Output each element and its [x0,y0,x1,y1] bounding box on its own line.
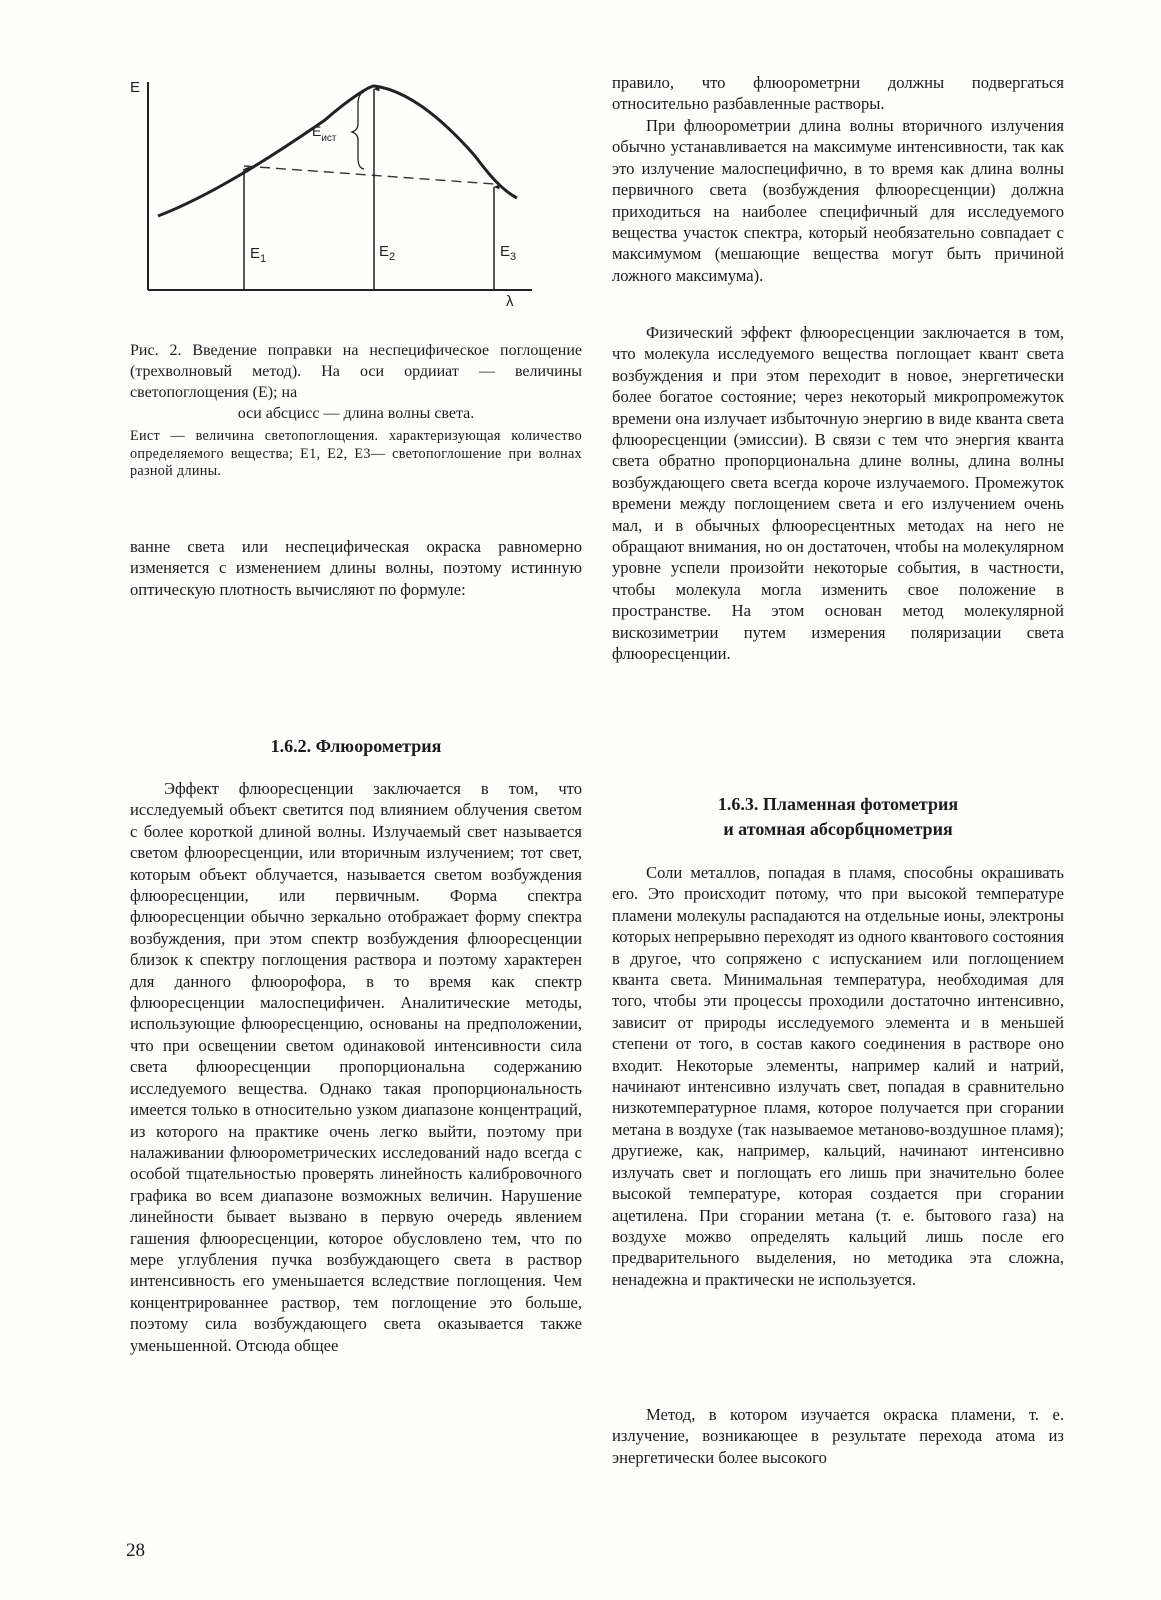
heading-flame-line-2: и атомная абсорбцнометрия [723,819,953,839]
absorption-curve [158,86,517,216]
figure-caption-legend: Еист — величина светопоглощения. характеризующая количество определяемого вещества; Е1, Е2, Е3— светопоглошение при волнах разной длины. [130,428,582,479]
absorption-figure [130,72,582,322]
paragraph-physical-effect: Физический эффект флюоресценции заключается в том, что молекула исследуемого вещества поглощает квант света возбуждения и при этом переходит в новое, энергетически более богатое состояние; через некоторый микропромежуток времени она излучает избыточную энергию в виде кванта света флюоресценции (эмиссии). В связи с тем что энергия кванта света обратно пропорциональна длине волны, длина волны возбуждающего света всегда короче излучаемого. Промежуток времени между поглощением света и его излучением очень мал, и в обычных флюоресцентных методах на него не обращают внимания, но он достаточен, чтобы на молекулярном уровне успели произойти некоторые события, в частности, чтобы молекула могла изменить свое положение в пространстве. На этом основан метод молекулярной вискозиметрии путем измерения поляризации света флюоресценции. [612,323,1064,664]
paragraph-flame-method: Метод, в котором изучается окраска пламени, т. е. излучение, возникающее в результате перехода атома из энергетически более высокого [612,1405,1064,1467]
e-ist-label: $E_{ист}$ [312,123,337,144]
baseline-dashed-line [244,166,494,184]
e3-label: $E_3$ [500,243,517,263]
page-number: 28 [126,1540,145,1561]
figure-caption-center: оси абсцисс — длина волны света. [237,405,475,422]
y-axis-label: E [130,79,141,96]
heading-fluorometry: 1.6.2. Флюорометрия [270,736,442,756]
x-axis-label: λ [506,293,514,310]
paragraph-dilution-rule: правило, что флюорометрни должны подвергаться относительно разбавленные растворы. [612,73,1064,114]
figure-caption-main: Рис. 2. Введение поправки на неспецифическое поглощение (трехволновый метод). На оси ордииат — величины светопоглощения (Е); на [130,342,582,401]
e1-label: $E_1$ [250,245,267,265]
heading-flame-photometry [612,792,1064,842]
e2-label: $E_2$ [379,243,396,263]
paragraph-continuation: ванне света или неспецифическая окраска равномерно изменяется с изменением длины волны, поэтому истинную оптическую плотность вычисляют по формуле: [130,537,582,599]
paragraph-metal-salts: Соли металлов, попадая в пламя, способны окрашивать его. Это происходит потому, что при высокой температуре пламени молекулы распадаются на отдельные ионы, электроны которых непрерывно переходят из одного квантового состояния в другое, что сопряжено с испусканием или поглощением кванта света. Минимальная температура, необходимая для того, чтобы эти процессы проходили достаточно интенсивно, зависит от природы исследуемого элемента и в меньшей степени от того, в состав какого соединения в растворе оно входит. Некоторые элементы, например калий и натрий, начинают интенсивно излучать свет, попадая в сравнительно низкотемпературное пламя, которое получается при сгорании метана в воздухе (так называемое метаново-воздушное пламя); другиеже, как, например, кальций, начинают интенсивно излучать свет и поглощать его лишь при значительно более высокой температуре, которая создается при сгорании ацетилена. При сгорании метана (т. е. бытового газа) на воздухе можво определять кальций лишь после его предварительного выделения, но методика эта сложна, ненадежна и практически не используется. [612,863,1065,1289]
paragraph-wavelength: При флюорометрии длина волны вторичного излучения обычно устанавливается на максимуме интенсивности, так как это излучение малоспецифично, в то время как длина волны первичного света (возбуждения флюоресценции) должна приходиться на наиболее специфичный для исследуемого вещества участок спектра, который необязательно совпадает с максимумом (мешающие вещества могут быть причиной ложного максимума). [612,116,1064,285]
e-ist-brace [352,92,364,169]
paragraph-fluorescence-effect: Эффект флюоресценции заключается в том, что исследуемый объект светится под влиянием облучения светом с более короткой длиной волны. Излучаемый свет называется светом флюоресценции, или вторичным излучением; тот свет, которым объект облучается, называется светом возбуждения флюоресценции, или первичным. Форма спектра флюоресценции обычно зеркально отображает форму спектра возбуждения, при этом спектр возбуждения флюоресценции близок к спектру поглощения раствора и поэтому характерен для данного флюорофора, в то время как спектр флюоресценции малоспецифичен. Аналитические методы, использующие флюоресценцию, основаны на предположении, что при освещении светом одинаковой интенсивности сила света флюоресценции пропорциональна содержанию исследуемого вещества. Однако такая пропорциональность имеется только в относительно узком диапазоне концентраций, из которого на практике очень легко выйти, поэтому при налаживании флюорометрических исследований надо всегда с особой тщательностью проверять линейность калибровочного графика во всем диапазоне возможных величин. Нарушение линейности бывает вызвано в первую очередь явлением гашения флюоресценции, которое обусловлено тем, что по мере углубления пучка возбуждающего света в раствор интенсивность его уменьшается вследствие поглощения. Чем концентрированнее раствор, тем поглощение это больше, поэтому сила возбуждающего света оказывается также уменьшенной. Отсюда общее [130,779,582,1355]
heading-flame-line-1: 1.6.3. Пламенная фотометрия [717,794,959,814]
